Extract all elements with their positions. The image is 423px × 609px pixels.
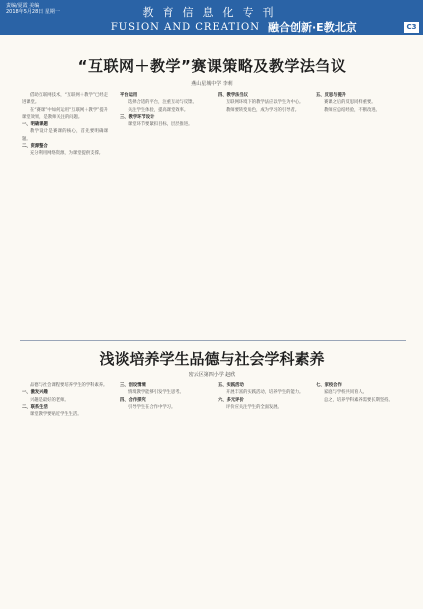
- subheading: 四、教学法刍议: [218, 93, 249, 98]
- subheading: 三、创设情境: [120, 383, 146, 388]
- divider: [20, 340, 406, 341]
- paragraph: 教师应总结经验，不断改进。: [324, 107, 380, 113]
- article2-column: [120, 382, 206, 602]
- subheading: 平台运用: [120, 93, 138, 98]
- paragraph: 品德与社会课程要培养学生的学科素养。: [30, 383, 108, 388]
- article2-column: [316, 382, 404, 602]
- paragraph: 引导学生在合作中学习。: [128, 404, 176, 410]
- section-slogan: 教育信息化专刊: [142, 6, 283, 19]
- subheading: 二、资源整合: [22, 144, 48, 150]
- subheading: 五、反思与提升: [316, 93, 347, 98]
- paragraph: 课堂教学要贴近学生生活。: [30, 412, 82, 418]
- paragraph: 教学设计是赛课的核心，首先要明确课题。: [22, 129, 108, 142]
- subheading: 一、明确课题: [22, 122, 48, 128]
- editor-line: 责编/夏霞 美编: [6, 3, 40, 9]
- article2-headline: 浅谈培养学生品德与社会学科素养: [99, 350, 325, 368]
- article2-column: [218, 382, 304, 602]
- subheading: 二、联系生活: [22, 404, 48, 410]
- paragraph: 开展丰富的实践活动，培养学生的能力。: [226, 390, 304, 396]
- subheading: 七、家校合作: [316, 383, 342, 388]
- subheading: 三、教学环节设计: [120, 114, 155, 120]
- paragraph: 兴趣是最好的老师。: [30, 397, 69, 403]
- subheading: 六、多元评价: [218, 397, 244, 403]
- article1-column: [22, 92, 108, 338]
- page-number: C3: [404, 22, 419, 33]
- article2-byline: 密云区第四小学 赵欣: [188, 372, 236, 378]
- paragraph: 借助互联网技术，“互联网＋教学”已经走进课堂。: [22, 93, 108, 106]
- paragraph: 充分利用网络资源，为课堂提供支撑。: [30, 151, 104, 157]
- article1-column: [218, 92, 304, 338]
- paragraph: 课堂环节要紧扣目标，层层推进。: [128, 122, 193, 128]
- paragraph: 关注学生体验，提高课堂效率。: [128, 107, 189, 113]
- article1-column: [316, 92, 404, 338]
- paragraph: 选择合适的平台，注重互动与反馈。: [128, 100, 197, 106]
- subheading: 一、激发兴趣: [22, 390, 48, 396]
- paragraph: 评价应关注学生的全面发展。: [226, 404, 282, 410]
- paragraph: 赛课之后的反思同样重要。: [324, 100, 376, 106]
- paragraph: 教师要转变角色，成为学习的引导者。: [226, 107, 300, 113]
- subheading: 五、实践活动: [218, 383, 244, 388]
- section-title-en: FUSION AND CREATION: [110, 22, 260, 33]
- masthead: [0, 0, 423, 35]
- paragraph: 总之，培养学科素养需要长期坚持。: [324, 397, 393, 403]
- date-line: 2018年5月28日 星期一: [6, 9, 60, 15]
- paragraph: 家庭与学校共同育人。: [324, 390, 367, 396]
- editor-info: [6, 3, 60, 15]
- subheading: 四、合作探究: [120, 397, 146, 403]
- article1-column: [120, 92, 206, 338]
- section-title-cn: 融合创新·E教北京: [268, 21, 357, 34]
- article1-byline: 燕山星城中学 李莉: [191, 81, 233, 87]
- article1-headline: “互联网＋教学”赛课策略及教学法刍议: [77, 57, 347, 75]
- article2-column: [22, 382, 108, 602]
- paragraph: 情境教学能够引发学生思考。: [128, 390, 184, 396]
- paragraph: 在“赛课”中如何运用“互联网＋教学”提升课堂效果，是教师关注的问题。: [22, 107, 108, 120]
- paragraph: 互联网环境下的教学法应以学生为中心。: [226, 100, 304, 106]
